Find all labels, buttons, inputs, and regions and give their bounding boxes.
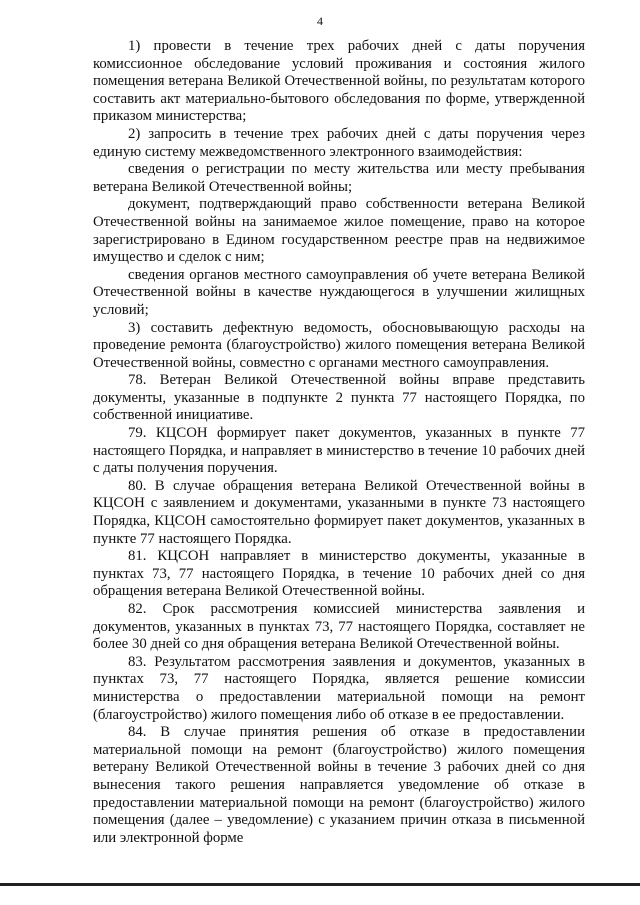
paragraph: 82. Срок рассмотрения комиссией министерства заявления и документов, указанных в пунктах 73, 77 настоящего Порядка, составляет не более 30 дней со дня обращения ветерана Великой Отечественной войны.	[93, 601, 585, 653]
paragraph: документ, подтверждающий право собственности ветерана Великой Отечественной войны на занимаемое жилое помещение, право на которое зарегистрировано в Едином государственном реестре прав на недвижимое имущество и сделок с ним;	[93, 196, 585, 266]
paragraph: 79. КЦСОН формирует пакет документов, указанных в пункте 77 настоящего Порядка, и направляет в министерство в течение 10 рабочих дней с даты получения поручения.	[93, 425, 585, 477]
paragraph: сведения о регистрации по месту жительства или месту пребывания ветерана Великой Отечественной войны;	[93, 161, 585, 195]
paragraph: сведения органов местного самоуправления об учете ветерана Великой Отечественной войны в качестве нуждающегося в улучшении жилищных условий;	[93, 266, 585, 318]
paragraph: 2) запросить в течение трех рабочих дней с даты поручения через единую систему межведомственного электронного взаимодействия:	[93, 125, 585, 160]
paragraph: 78. Ветеран Великой Отечественной войны вправе представить документы, указанные в подпункте 2 пункта 77 настоящего Порядка, по собственной инициативе.	[93, 372, 585, 424]
bottom-border-line	[0, 883, 640, 886]
paragraph: 84. В случае принятия решения об отказе в предоставлении материальной помощи на ремонт (благоустройство) жилого помещения ветерану Великой Отечественной войны в течение 3 рабочих дней со дня вынесения такого решения направляется уведомление об отказе в предоставлении материальной помощи на ремонт (благоустройство) жилого помещения (далее – уведомление) с указанием причин отказа в письменной или электронной форме	[93, 724, 585, 846]
page-number: 4	[317, 14, 323, 28]
document-body	[93, 38, 585, 847]
paragraph: 1) провести в течение трех рабочих дней с даты поручения комиссионное обследование условий проживания и состояния жилого помещения ветерана Великой Отечественной войны, по результатам которого составить акт материально-бытового обследования по форме, утвержденной приказом министерства;	[93, 38, 585, 125]
paragraph: 3) составить дефектную ведомость, обосновывающую расходы на проведение ремонта (благоустройство) жилого помещения ветерана Великой Отечественной войны, совместно с органами местного самоуправления.	[93, 319, 585, 371]
paragraph: 81. КЦСОН направляет в министерство документы, указанные в пунктах 73, 77 настоящего Порядка, в течение 10 рабочих дней со дня обращения ветерана Великой Отечественной войны.	[93, 548, 585, 600]
paragraph: 83. Результатом рассмотрения заявления и документов, указанных в пунктах 73, 77 настоящего Порядка, является решение комиссии министерства о предоставлении материальной помощи на ремонт (благоустройство) жилого помещения либо об отказе в ее предоставлении.	[93, 653, 585, 723]
paragraph: 80. В случае обращения ветерана Великой Отечественной войны в КЦСОН с заявлением и документами, указанными в пункте 73 настоящего Порядка, КЦСОН самостоятельно формирует пакет документов, указанных в пункте 77 настоящего Порядка.	[93, 477, 585, 547]
